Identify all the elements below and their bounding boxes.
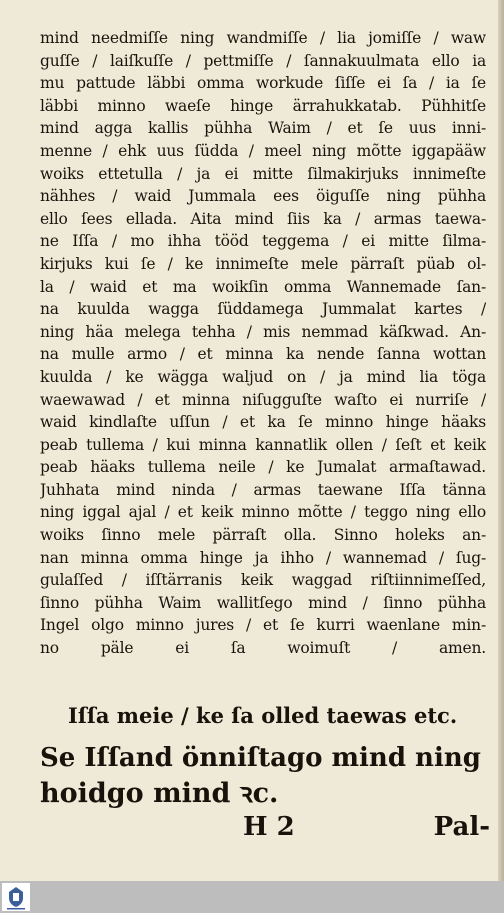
text-line: nähhes / waid Jummala ees öiguſſe ning pühha [40, 187, 486, 206]
page-edge [498, 0, 504, 881]
text-line: menne / ehk uus ſüdda / meel ning mõtte iggapääw [40, 141, 486, 160]
library-crest-icon [2, 883, 30, 911]
text-line: gulaſſed / iſſtärranis keik waggad riſtiinnimeſſed, [40, 571, 486, 590]
text-line: waid kindlaſte uſſun / et ka ſe minno hinge häaks [40, 413, 486, 432]
text-line: mind needmiſſe ning wandmiſſe / lia jomiſſe / waw [40, 29, 486, 47]
text-line: peab häaks tullema neile / ke Jumalat armaſtawad. [40, 458, 486, 477]
catchword: Pal- [433, 812, 490, 842]
text-line: kuulda / ke wägga waljud on / ja mind lia töga [40, 367, 486, 386]
text-line: peab tullema / kui minna kannatlik ollen / ſeſt et keik [40, 435, 486, 454]
heading-line: hoidgo mind ꝛc. [40, 778, 279, 809]
text-line: waewawad / et minna niſugguſte waſto ei nurriſe / [40, 390, 486, 409]
text-line: Juhhata mind ninda / armas taewane Iſſa tänna [40, 480, 486, 499]
text-line: ne Iſſa / mo ihha tööd teggema / ei mitte ſilma- [40, 232, 486, 251]
text-line: Ingel olgo minno jures / et ſe kurri waenlane min- [40, 616, 486, 635]
heading-line: Se Iſſand önniſtago mind ning [40, 743, 481, 773]
text-line: läbbi minno waeſe hinge ärrahukkatab. Pühhitſe [40, 96, 486, 115]
text-line: ning iggal ajal / et keik minno mõtte / teggo ning ello [40, 503, 486, 522]
text-line: mu pattude läbbi omma workude ſiſſe ei ſa / ia ſe [40, 74, 486, 93]
text-line: na kuulda wagga ſüddamega Jummalat kartes / [40, 300, 486, 319]
text-line: ello ſees ellada. Aita mind ſiis ka / armas taewa- [40, 209, 486, 228]
text-line: woiks ettetulla / ja ei mitte ſilmakirjuks innimeſte [40, 164, 486, 183]
text-line: ning häa melega tehha / mis nemmad käſkwad. An- [40, 322, 486, 341]
text-line: nan minna omma hinge ja ihho / wannemad / ſug- [40, 548, 486, 567]
text-line: guſſe / laiſkuſſe / pettmiſſe / ſannakuulmata ello ia [40, 51, 486, 70]
prayer-ending: Iſſa meie / ke ſa olled taewas etc. [68, 703, 458, 728]
text-line: ſinno pühha Waim wallitſego mind / ſinno pühha [40, 593, 486, 612]
text-line: kirjuks kui ſe / ke innimeſte mele pärraſt püab ol- [40, 254, 486, 273]
text-line: na mulle armo / et minna ka nende ſanna wottan [40, 345, 486, 364]
text-line: la / waid et ma woikſin omma Wannemade ſan- [40, 277, 486, 296]
body-text [40, 27, 486, 660]
signature-mark: H 2 [243, 812, 295, 842]
text-line: woiks ſinno mele pärraſt olla. Sinno holeks an- [40, 526, 486, 545]
viewer-footer-bar [0, 881, 504, 913]
section-heading [40, 740, 486, 812]
text-line: no päle ei ſa woimuſt / amen. [40, 639, 486, 658]
text-line: mind agga kallis pühha Waim / et ſe uus inni- [40, 119, 486, 138]
